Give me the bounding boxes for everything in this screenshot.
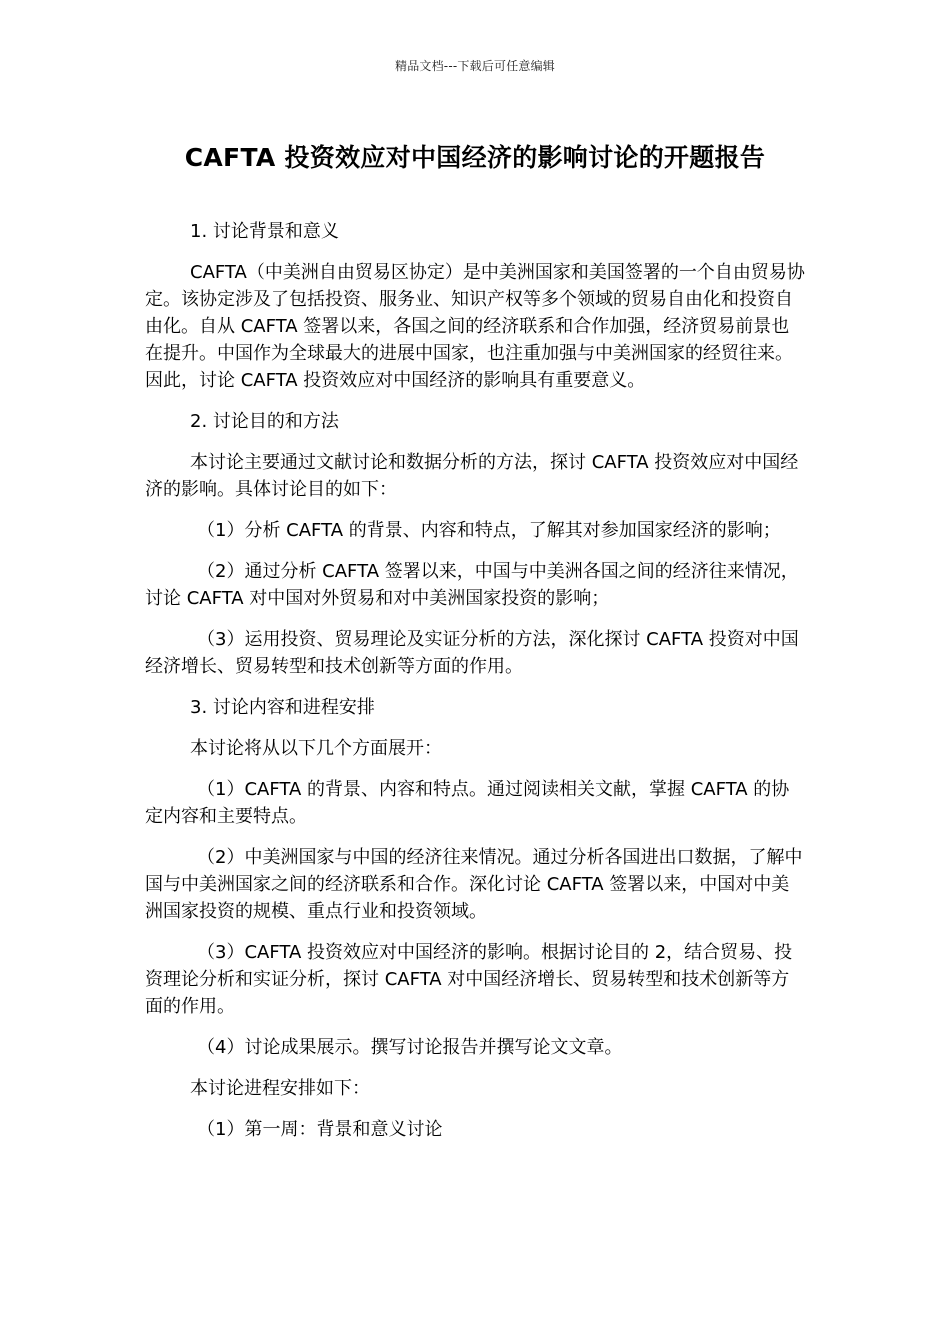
purpose-item-3: （3）运用投资、贸易理论及实证分析的方法，深化探讨 CAFTA 投资对中国经济增长、贸易转型和技术创新等方面的作用。 (145, 629, 799, 677)
content-item-1: （1）CAFTA 的背景、内容和特点。通过阅读相关文献，掌握 CAFTA 的协定内容和主要特点。 (145, 779, 790, 827)
document-title: CAFTA 投资效应对中国经济的影响讨论的开题报告 (184, 143, 766, 172)
content-item-2: （2）中美洲国家与中国的经济往来情况。通过分析各国进出口数据，了解中国与中美洲国家之间的经济联系和合作。深化讨论 CAFTA 签署以来，中国对中美洲国家投资的规模、重点行业和投资领域。 (145, 847, 803, 922)
section-heading-content: 3. 讨论内容和进程安排 (190, 697, 375, 718)
purpose-item-2: （2）通过分析 CAFTA 签署以来，中国与中美洲各国之间的经济往来情况，讨论 CAFTA 对中国对外贸易和对中美洲国家投资的影响； (145, 561, 799, 609)
paragraph-background: CAFTA（中美洲自由贸易区协定）是中美洲国家和美国签署的一个自由贸易协定。该协定涉及了包括投资、服务业、知识产权等多个领域的贸易自由化和投资自由化。自从 CAFTA 签署以来，各国之间的经济联系和合作加强，经济贸易前景也在提升。中国作为全球最大的进展中国家，也注重加强与中美洲国家的经贸往来。因此，讨论 CAFTA 投资效应对中国经济的影响具有重要意义。 (145, 262, 805, 391)
section-heading-purpose: 2. 讨论目的和方法 (190, 411, 339, 432)
section-heading-background: 1. 讨论背景和意义 (190, 221, 339, 242)
paragraph-schedule-intro: 本讨论进程安排如下： (190, 1078, 370, 1099)
schedule-item-1: （1）第一周：背景和意义讨论 (197, 1119, 443, 1140)
content-item-4: （4）讨论成果展示。撰写讨论报告并撰写论文文章。 (197, 1037, 623, 1058)
purpose-item-1: （1）分析 CAFTA 的背景、内容和特点，了解其对参加国家经济的影响； (197, 520, 781, 541)
paragraph-purpose-intro: 本讨论主要通过文献讨论和数据分析的方法，探讨 CAFTA 投资效应对中国经济的影响。具体讨论目的如下： (145, 452, 799, 500)
document-body (145, 218, 805, 1157)
page-header-note: 精品文档---下载后可任意编辑 (395, 59, 555, 73)
content-item-3: （3）CAFTA 投资效应对中国经济的影响。根据讨论目的 2，结合贸易、投资理论分析和实证分析，探讨 CAFTA 对中国经济增长、贸易转型和技术创新等方面的作用。 (145, 942, 793, 1017)
paragraph-content-intro: 本讨论将从以下几个方面展开： (190, 738, 442, 759)
